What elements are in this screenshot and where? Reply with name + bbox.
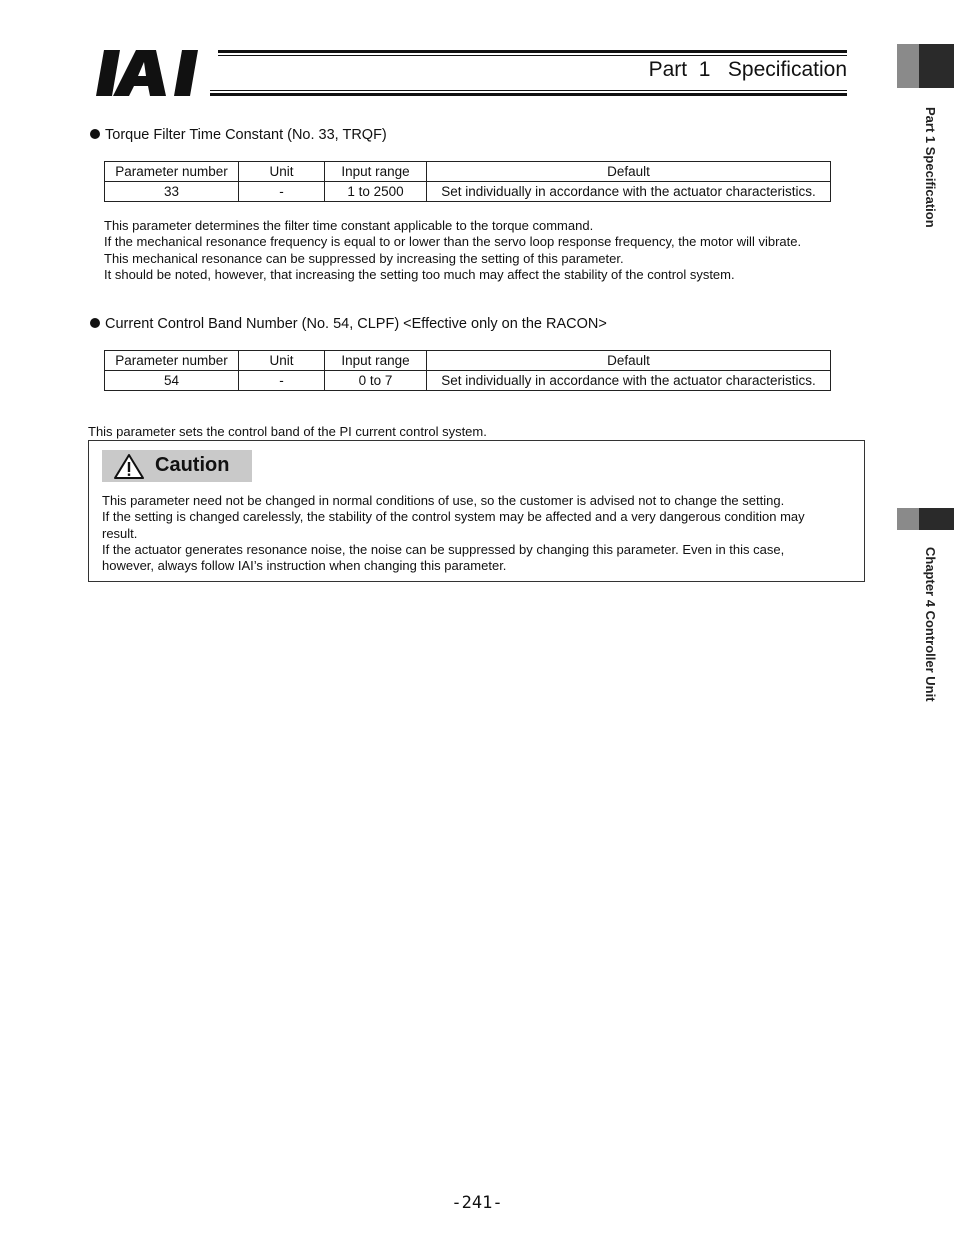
bullet-icon <box>90 129 100 139</box>
trqf-description <box>104 218 884 283</box>
caution-text <box>102 493 862 574</box>
clpf-description: This parameter sets the control band of the PI current control system. <box>88 424 487 439</box>
table-header-cell: Unit <box>239 162 325 182</box>
table-header-cell: Input range <box>325 162 427 182</box>
section-heading-text: Torque Filter Time Constant (No. 33, TRQF) <box>105 127 387 143</box>
bullet-icon <box>90 318 100 328</box>
table-cell: 1 to 2500 <box>325 182 427 202</box>
table-cell: 33 <box>105 182 239 202</box>
table-row <box>105 371 831 391</box>
parameter-table-54 <box>104 350 831 391</box>
header-rule <box>210 90 847 91</box>
side-tab-chapter4: Chapter 4 Controller Unit <box>923 547 938 702</box>
paragraph-line: This mechanical resonance can be suppressed by increasing the setting of this parameter. <box>104 250 624 266</box>
page-title: Part 1 Specification <box>648 58 847 81</box>
table-header-cell: Parameter number <box>105 351 239 371</box>
parameter-table-33 <box>104 161 831 202</box>
paragraph-line: This parameter determines the filter time constant applicable to the torque command. <box>104 218 594 233</box>
side-tab-marker <box>897 44 919 88</box>
table-row <box>105 182 831 202</box>
table-cell: - <box>239 371 325 391</box>
paragraph-line: result. <box>102 525 138 541</box>
side-tab-marker <box>919 44 954 88</box>
paragraph-line: This parameter need not be changed in normal conditions of use, so the customer is advised not to change the setting. <box>102 493 785 508</box>
table-header-cell: Parameter number <box>105 162 239 182</box>
iai-logo <box>96 50 214 96</box>
table-cell: Set individually in accordance with the actuator characteristics. <box>427 182 831 202</box>
table-header-cell: Unit <box>239 351 325 371</box>
section-heading-text: Current Control Band Number (No. 54, CLPF) <Effective only on the RACON> <box>105 316 607 332</box>
paragraph-line: however, always follow IAI’s instruction when changing this parameter. <box>102 558 507 574</box>
page-number: -241- <box>451 1193 503 1213</box>
header-rule <box>210 93 847 96</box>
table-header-row <box>105 351 831 371</box>
paragraph-line: It should be noted, however, that increasing the setting too much may affect the stability of the control system. <box>104 266 735 282</box>
section-heading-clpf <box>90 316 607 332</box>
side-tab-part1: Part 1 Specification <box>923 107 938 228</box>
table-header-cell: Default <box>427 162 831 182</box>
side-tab-marker <box>897 508 919 530</box>
table-cell: Set individually in accordance with the actuator characteristics. <box>427 371 831 391</box>
table-cell: 0 to 7 <box>325 371 427 391</box>
caution-label: Caution <box>155 454 230 476</box>
side-tab-marker <box>919 508 954 530</box>
table-header-row <box>105 162 831 182</box>
header-rule <box>218 55 847 56</box>
paragraph-line: If the mechanical resonance frequency is equal to or lower than the servo loop response frequency, the motor will vibrate. <box>104 234 802 250</box>
paragraph-line: If the actuator generates resonance noise, the noise can be suppressed by changing this parameter. Even in this case, <box>102 541 785 557</box>
section-heading-trqf <box>90 127 387 143</box>
header-rule <box>218 50 847 53</box>
warning-triangle-icon <box>113 453 145 480</box>
table-cell: 54 <box>105 371 239 391</box>
table-cell: - <box>239 182 325 202</box>
table-header-cell: Default <box>427 351 831 371</box>
table-header-cell: Input range <box>325 351 427 371</box>
paragraph-line: If the setting is changed carelessly, the stability of the control system may be affected and a very dangerous condition may <box>102 509 805 525</box>
